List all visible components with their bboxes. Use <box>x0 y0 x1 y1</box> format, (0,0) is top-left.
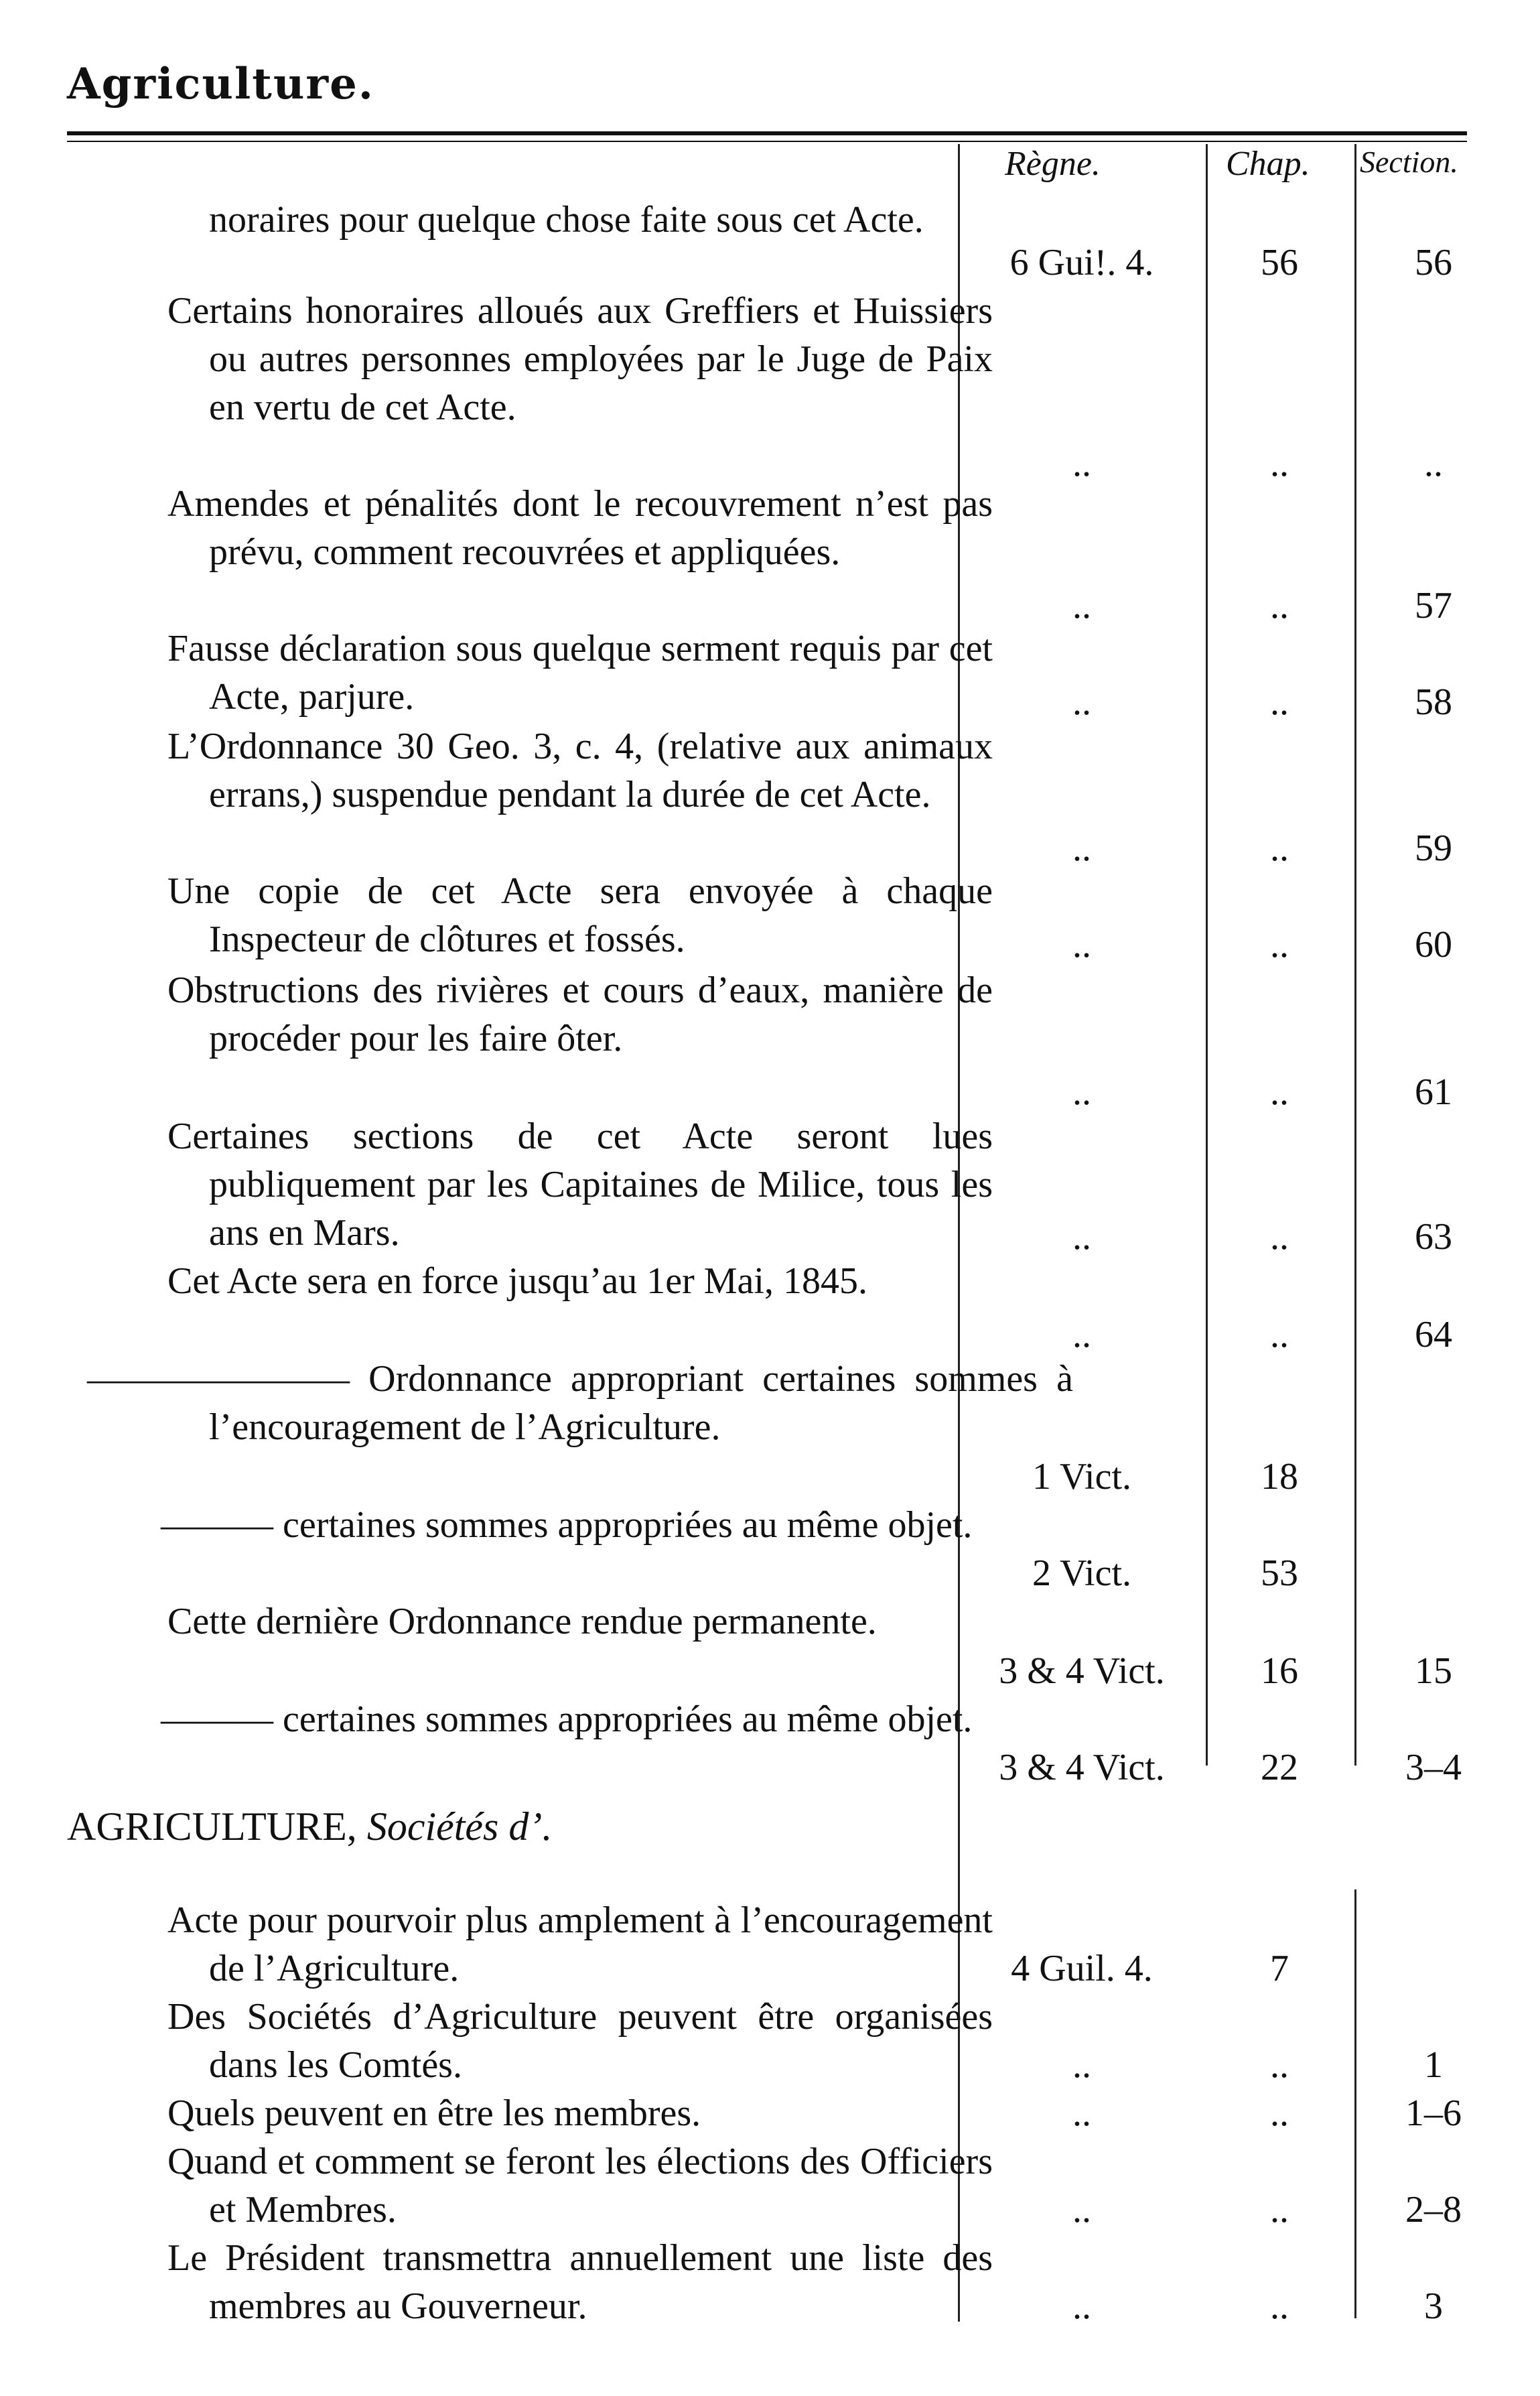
index-entry: Acte pour pourvoir plus amplement à l’encouragement de l’Agriculture. <box>167 1900 993 1989</box>
index-entry: Des Sociétés d’Agriculture peuvent être organisées dans les Comtés. <box>167 1996 993 2086</box>
section-heading-main: AGRICULTURE, <box>67 1804 357 1849</box>
column-header-regne: Règne. <box>1005 145 1101 183</box>
section-cell: 56 <box>1415 242 1452 283</box>
index-entry: Obstructions des rivières et cours d’eaux, manière de procéder pour les faire ôter. <box>167 970 993 1059</box>
regne-cell: .. <box>1072 1216 1091 1258</box>
regne-cell: .. <box>1072 2285 1091 2327</box>
column-divider <box>1354 144 1356 1766</box>
chap-cell: .. <box>1270 924 1289 966</box>
regne-cell: 3 & 4 Vict. <box>999 1747 1165 1788</box>
regne-cell: 6 Gui!. 4. <box>1009 242 1154 283</box>
chap-cell: .. <box>1270 443 1289 484</box>
chap-cell: .. <box>1270 1216 1289 1258</box>
chap-cell: .. <box>1270 681 1289 723</box>
index-entry: Quand et comment se feront les élections des Officiers et Membres. <box>167 2141 993 2231</box>
index-entry: Quels peuvent en être les membres. <box>167 2092 701 2134</box>
chap-cell: 53 <box>1261 1552 1298 1594</box>
index-entry: Cette dernière Ordonnance rendue permanente. <box>167 1601 877 1642</box>
regne-cell: .. <box>1072 1314 1091 1355</box>
regne-cell: 4 Guil. 4. <box>1011 1948 1153 1989</box>
index-entry: noraires pour quelque chose faite sous cet Acte. <box>209 199 924 241</box>
column-header-chap: Chap. <box>1226 145 1310 183</box>
index-entry: ——— certaines sommes appropriées au même objet. <box>161 1699 973 1740</box>
chap-cell: 16 <box>1261 1650 1298 1692</box>
regne-cell: .. <box>1072 2189 1091 2231</box>
index-entry: Cet Acte sera en force jusqu’au 1er Mai, 1845. <box>167 1260 867 1302</box>
chap-cell: .. <box>1270 2189 1289 2231</box>
regne-cell: .. <box>1072 1071 1091 1113</box>
chap-cell: 22 <box>1261 1747 1298 1788</box>
chap-cell: .. <box>1270 2092 1289 2134</box>
column-divider <box>1354 1889 1356 2318</box>
regne-cell: .. <box>1072 443 1091 484</box>
section-cell: 15 <box>1415 1650 1452 1692</box>
regne-cell: 3 & 4 Vict. <box>999 1650 1165 1692</box>
section-cell: 1–6 <box>1405 2092 1462 2134</box>
index-entry: Fausse déclaration sous quelque serment requis par cet Acte, parjure. <box>167 628 993 718</box>
index-entry: ——————— Ordonnance appropriant certaines sommes à l’encouragement de l’Agriculture. <box>87 1358 1073 1448</box>
chap-cell: .. <box>1270 1314 1289 1355</box>
regne-cell: .. <box>1072 2092 1091 2134</box>
header-rule-thin <box>67 141 1467 142</box>
section-cell: 2–8 <box>1405 2189 1462 2231</box>
section-cell: 61 <box>1415 1071 1452 1113</box>
chap-cell: .. <box>1270 2285 1289 2327</box>
index-entry: Le Président transmettra annuellement une liste des membres au Gouverneur. <box>167 2237 993 2327</box>
chap-cell: .. <box>1270 827 1289 869</box>
chap-cell: 56 <box>1261 242 1298 283</box>
index-entry: Une copie de cet Acte sera envoyée à chaque Inspecteur de clôtures et fossés. <box>167 870 993 960</box>
section-cell: 64 <box>1415 1314 1452 1355</box>
section-cell: 59 <box>1415 827 1452 869</box>
index-entry: Amendes et pénalités dont le recouvrement n’est pas prévu, comment recouvrées et appliquées. <box>167 483 993 573</box>
index-entry: Certains honoraires alloués aux Greffiers et Huissiers ou autres personnes employées par le Juge de Paix en vertu de cet Acte. <box>167 290 993 428</box>
section-cell: 3 <box>1424 2285 1443 2327</box>
regne-cell: 1 Vict. <box>1032 1456 1132 1498</box>
chap-cell: 18 <box>1261 1456 1298 1498</box>
regne-cell: .. <box>1072 827 1091 869</box>
section-cell: 60 <box>1415 924 1452 966</box>
regne-cell: .. <box>1072 681 1091 723</box>
section-heading-sub: Sociétés d’. <box>366 1804 553 1849</box>
regne-cell: .. <box>1072 585 1091 626</box>
chap-cell: 7 <box>1270 1948 1289 1989</box>
regne-cell: .. <box>1072 924 1091 966</box>
section-cell: 1 <box>1424 2044 1443 2086</box>
chap-cell: .. <box>1270 2044 1289 2086</box>
regne-cell: .. <box>1072 2044 1091 2086</box>
section-cell: 3–4 <box>1405 1747 1462 1788</box>
index-entry: L’Ordonnance 30 Geo. 3, c. 4, (relative aux animaux errans,) suspendue pendant la durée de cet Acte. <box>167 726 993 815</box>
running-head: Agriculture. <box>67 59 375 109</box>
chap-cell: .. <box>1270 585 1289 626</box>
section-cell: 63 <box>1415 1216 1452 1258</box>
chap-cell: .. <box>1270 1071 1289 1113</box>
section-cell: .. <box>1424 443 1443 484</box>
section-cell: 58 <box>1415 681 1452 723</box>
index-entry: Certaines sections de cet Acte seront lues publiquement par les Capitaines de Milice, tous les ans en Mars. <box>167 1116 993 1254</box>
index-entry: ——— certaines sommes appropriées au même objet. <box>161 1504 973 1546</box>
header-rule <box>67 131 1467 135</box>
section-heading <box>67 1802 552 1851</box>
section-cell: 57 <box>1415 585 1452 626</box>
column-header-section: Section. <box>1360 145 1458 179</box>
regne-cell: 2 Vict. <box>1032 1552 1132 1594</box>
